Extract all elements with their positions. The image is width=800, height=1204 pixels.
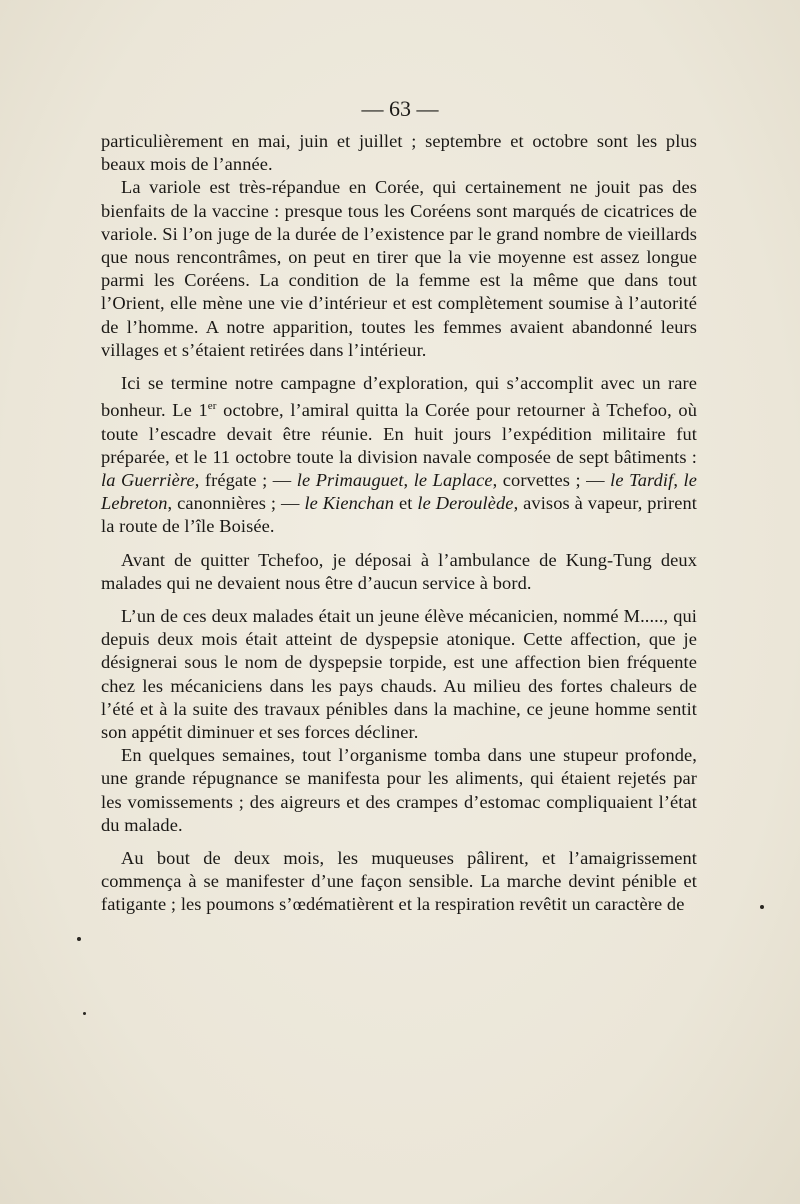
paragraph bbox=[101, 847, 697, 917]
ship-name: le Laplace bbox=[413, 469, 493, 490]
paragraph-text: , bbox=[403, 469, 414, 490]
paragraph-text: L’un de ces deux malades était un jeune élève mécanicien, nommé M....., qui depuis deux mois était atteint de dyspepsie atonique. Cette affection, que je désignerai sous le nom de dyspepsie torpide, est une affection bien fréquente chez les mécaniciens dans les pays chauds. Au milieu des fortes chaleurs de l’été et à la suite des travaux pénibles dans la machine, ce jeune homme sentit son appétit diminuer et ses forces décliner. bbox=[101, 605, 697, 742]
ship-name: le Primauguet bbox=[296, 469, 404, 490]
ship-name: la Guerrière bbox=[101, 469, 195, 490]
paragraph bbox=[101, 605, 697, 744]
page-number: — 63 — bbox=[361, 96, 439, 121]
ship-name: le Kienchan bbox=[304, 493, 395, 514]
paragraph bbox=[101, 549, 697, 595]
paragraph-text: , avisos à vapeur, prirent la route de l’île Boisée. bbox=[101, 493, 698, 537]
paragraph bbox=[101, 130, 697, 176]
ink-speck bbox=[83, 1012, 86, 1015]
paragraph-text: En quelques semaines, tout l’organisme tomba dans une stupeur profonde, une grande répugnance se manifesta pour les aliments, qui étaient rejetés par les vomissements ; des aigreurs et des crampes d’estomac compliquaient l’état du malade. bbox=[101, 745, 697, 835]
paragraph-text: , canonnières ; — bbox=[167, 493, 305, 514]
superscript: er bbox=[207, 400, 217, 413]
paragraph-text: et bbox=[394, 493, 418, 514]
ink-speck bbox=[77, 937, 81, 941]
paragraph bbox=[101, 372, 697, 539]
paragraph-text: , corvettes ; — bbox=[492, 469, 611, 490]
ship-name: le Deroulède bbox=[417, 493, 514, 514]
paragraph-text: Au bout de deux mois, les muqueuses pâlirent, et l’amaigrissement commença à se manifester d’une façon sensible. La marche devint pénible et fatigante ; les poumons s’œdématièrent et la respiration revêtit un caractère de bbox=[101, 848, 697, 915]
paragraph-text: La variole est très-répandue en Corée, qui certainement ne jouit pas des bienfaits de la vaccine : presque tous les Coréens sont marqués de cicatrices de variole. Si l’on juge de la durée de l’existence par le grand nombre de vieillards que nous rencontrâmes, on peut en tirer que la vie moyenne est assez longue parmi les Coréens. La condition de la femme est la même que dans tout l’Orient, elle mène une vie d’intérieur et est complètement soumise à l’autorité de l’homme. A notre apparition, toutes les femmes avaient abandonné leurs villages et s’étaient retirées dans l’intérieur. bbox=[101, 177, 697, 360]
paragraph bbox=[101, 176, 697, 362]
paragraph-text: octobre, l’amiral quitta la Corée pour retourner à Tchefoo, où toute l’escadre devait être réunie. En huit jours l’expédition militaire fut préparée, et le 11 octobre toute la division navale composée de sept bâtiments : bbox=[101, 400, 698, 467]
paragraph-text: Ici se termine notre campagne d’exploration, qui s’accomplit avec un rare bonheur. Le 1 bbox=[101, 373, 697, 421]
paragraph-text: , bbox=[673, 469, 684, 490]
paragraph-text: particulièrement en mai, juin et juillet ; septembre et octobre sont les plus beaux mois de l’année. bbox=[101, 131, 697, 175]
paragraph-text: Avant de quitter Tchefoo, je déposai à l’ambulance de Kung-Tung deux malades qui ne devaient nous être d’aucun service à bord. bbox=[101, 549, 697, 593]
ship-name: le Tardif bbox=[610, 469, 674, 490]
paragraph-text: , frégate ; — bbox=[194, 469, 297, 490]
ink-speck bbox=[760, 905, 764, 909]
body-text bbox=[101, 130, 697, 917]
ship-name: le Lebreton bbox=[101, 469, 697, 514]
paragraph bbox=[101, 744, 697, 837]
